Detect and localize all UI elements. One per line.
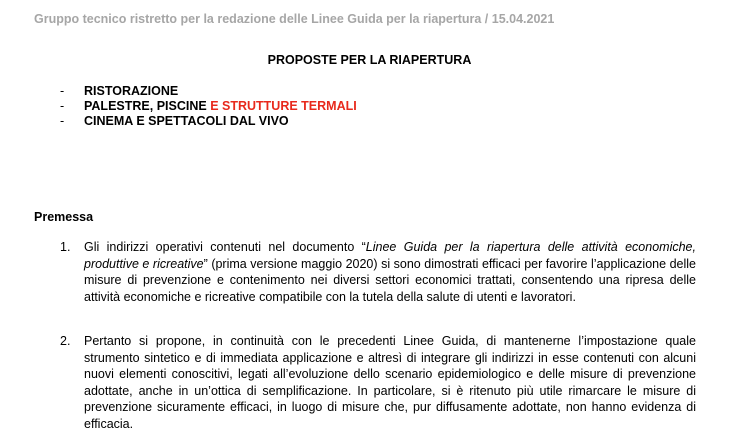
paragraph-number: 2. [60,334,71,348]
paragraph-text [84,333,696,432]
paragraph-text-before: Pertanto si propone, in continuità con le precedenti Linee Guida, di mantenerne l’impostazione quale strumento sintetico e di immediata applicazione e altresì di integrare gli indirizzi in esse contenuti con alcuni nuovi elementi conoscitivi, legati all’evoluzione dello scenario epidemiologico e delle misure di prevenzione adottate, anche in un’ottica di semplificazione. In particolare, si è ritenuto più utile rimarcare le misure di prevenzione sicuramente efficaci, in luogo di misure che, pur diffusamente adottate, non hanno evidenza di efficacia. [84,334,696,431]
section-heading: Premessa [34,210,94,224]
paragraph-text-after: ” (prima versione maggio 2020) si sono dimostrati efficaci per favorire l’applicazione delle misure di prevenzione e contenimento nei diversi settori economici trattati, consentendo una ripresa delle attività economiche e ricreative compatibile con la tutela della salute di utenti e lavoratori. [84,256,696,304]
topic-text: CINEMA E SPETTACOLI DAL VIVO [84,114,289,128]
topic-item-restaurants [60,84,357,99]
paragraph-text [84,239,696,305]
paragraph-1 [60,239,696,305]
list-dash: - [60,99,65,113]
topics-list [60,84,357,129]
paragraph-text-before: Gli indirizzi operativi contenuti nel documento “ [84,240,366,254]
topic-item-gyms-pools [60,99,357,114]
topic-item-cinema [60,114,357,129]
topic-text: PALESTRE, PISCINE [84,99,211,113]
document-header: Gruppo tecnico ristretto per la redazione delle Linee Guida per la riapertura / 15.04.2021 [34,12,555,26]
list-dash: - [60,84,65,98]
paragraph-number: 1. [60,240,71,254]
list-dash: - [60,114,65,128]
paragraph-2 [60,333,696,432]
topic-text: RISTORAZIONE [84,84,179,98]
topic-highlight-text: E STRUTTURE TERMALI [210,99,357,113]
document-title: PROPOSTE PER LA RIAPERTURA [267,53,472,67]
paragraph-italic-title: Linee Guida per la riapertura delle attività economiche, produttive e ricreative [84,240,696,271]
